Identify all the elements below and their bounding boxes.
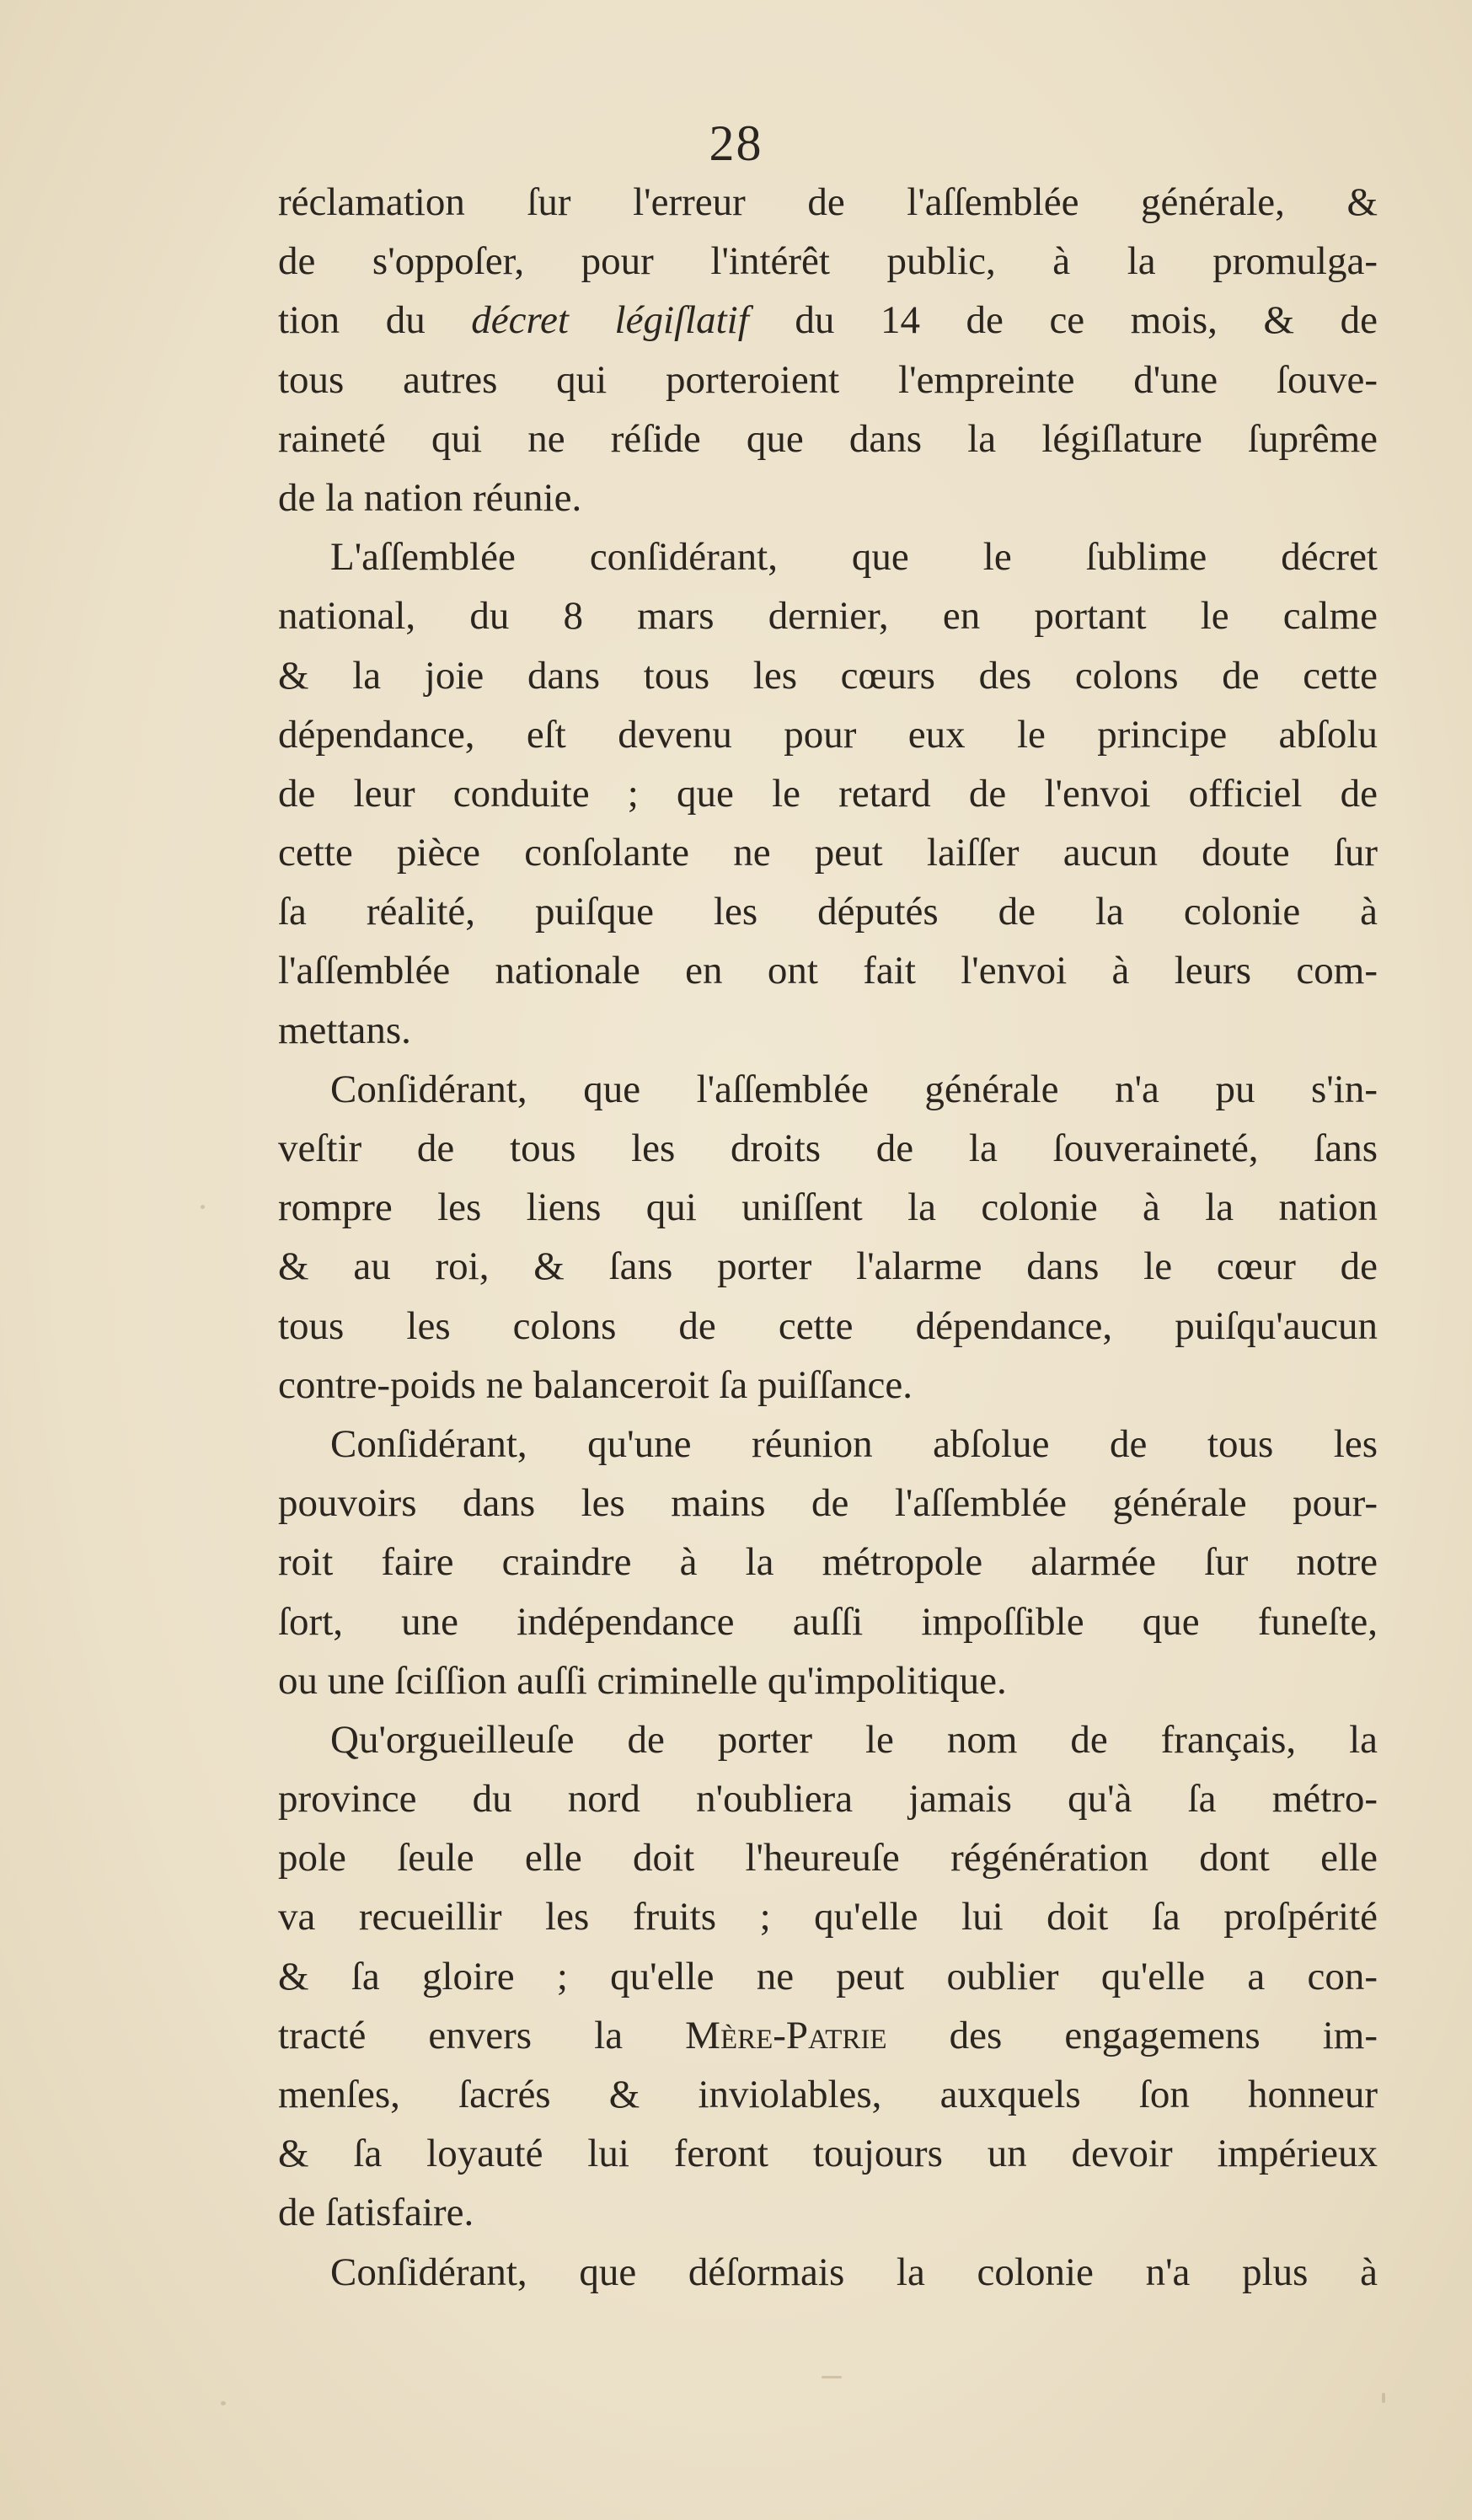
text-line: de la nation réunie. [278,475,582,520]
text-line [278,291,1378,350]
text-line: ſa réalité, puiſque les députés de la colonie à [278,890,1378,934]
text-line: ſort, une indépendance auſſi impoſſible que funeſte, [278,1599,1378,1644]
text-line: de ſatisfaire. [278,2191,474,2235]
text-line: roit faire craindre à la métropole alarmée ſur notre [278,1540,1378,1585]
text-segment: des engagemens im- [886,2013,1378,2057]
text-line: l'aſſemblée nationale en ont fait l'envoi à leurs com- [278,949,1378,993]
paper-speck [221,2401,226,2405]
text-line: & ſa gloire ; qu'elle ne peut oublier qu'elle a con- [278,1954,1378,1998]
text-line: tous les colons de cette dépendance, puiſqu'aucun [278,1303,1378,1348]
text-line: cette pièce conſolante ne peut laiſſer aucun doute ſur [278,831,1378,875]
text-line: de leur conduite ; que le retard de l'envoi officiel de [278,771,1378,816]
body-text [278,173,1378,2302]
paper-speck [822,2376,842,2378]
text-line: veſtir de tous les droits de la ſouveraineté, ſans [278,1126,1378,1170]
page-number: 28 [709,115,763,171]
text-line: ou une ſciſſion auſſi criminelle qu'impolitique. [278,1658,1007,1703]
text-line: & la joie dans tous les cœurs des colons de cette [278,653,1378,698]
text-line: pouvoirs dans les mains de l'aſſemblée générale pour- [278,1481,1378,1526]
text-line: contre-poids ne balanceroit ſa puiſſance. [278,1362,913,1407]
text-line: mettans. [278,1008,411,1052]
paper-speck [1382,2393,1385,2403]
smallcaps-term: Mère-Patrie [685,2013,887,2057]
text-line: Conſidérant, que l'aſſemblée générale n'a pu s'in- [330,1067,1378,1111]
text-line: province du nord n'oubliera jamais qu'à ſa métro- [278,1777,1378,1822]
text-line: de s'oppoſer, pour l'intérêt public, à la promulga- [278,239,1378,284]
text-line: dépendance, eſt devenu pour eux le principe abſolu [278,712,1378,757]
text-line: & au roi, & ſans porter l'alarme dans le cœur de [278,1244,1378,1289]
text-line: va recueillir les fruits ; qu'elle lui doit ſa proſpérité [278,1895,1378,1939]
text-line: rompre les liens qui uniſſent la colonie à la nation [278,1185,1378,1230]
text-line: L'aſſemblée conſidérant, que le ſublime décret [330,535,1378,580]
text-segment: tion du [278,298,472,343]
paper-speck [201,1205,205,1209]
text-line: & ſa loyauté lui feront toujours un devoir impérieux [278,2132,1378,2176]
text-line: national, du 8 mars dernier, en portant le calme [278,594,1378,639]
text-line: Conſidérant, qu'une réunion abſolue de tous les [330,1421,1378,1466]
text-line: Qu'orgueilleuſe de porter le nom de français, la [330,1717,1378,1762]
text-line: Conſidérant, que déſormais la colonie n'a plus à [330,2250,1378,2294]
text-line: raineté qui ne réſide que dans la légiſlature ſuprême [278,416,1378,461]
text-line: pole ſeule elle doit l'heureuſe régénération dont elle [278,1836,1378,1881]
text-line: réclamation ſur l'erreur de l'aſſemblée générale, & [278,180,1378,224]
text-line: menſes, ſacrés & inviolables, auxquels ſon honneur [278,2073,1378,2116]
italic-term: décret légiſlatif [471,298,749,343]
text-line [278,2006,1378,2065]
text-segment: du 14 de ce mois, & de [748,298,1378,343]
text-line: tous autres qui porteroient l'empreinte d'une ſouve- [278,357,1378,402]
text-segment: tracté envers la [278,2013,686,2057]
